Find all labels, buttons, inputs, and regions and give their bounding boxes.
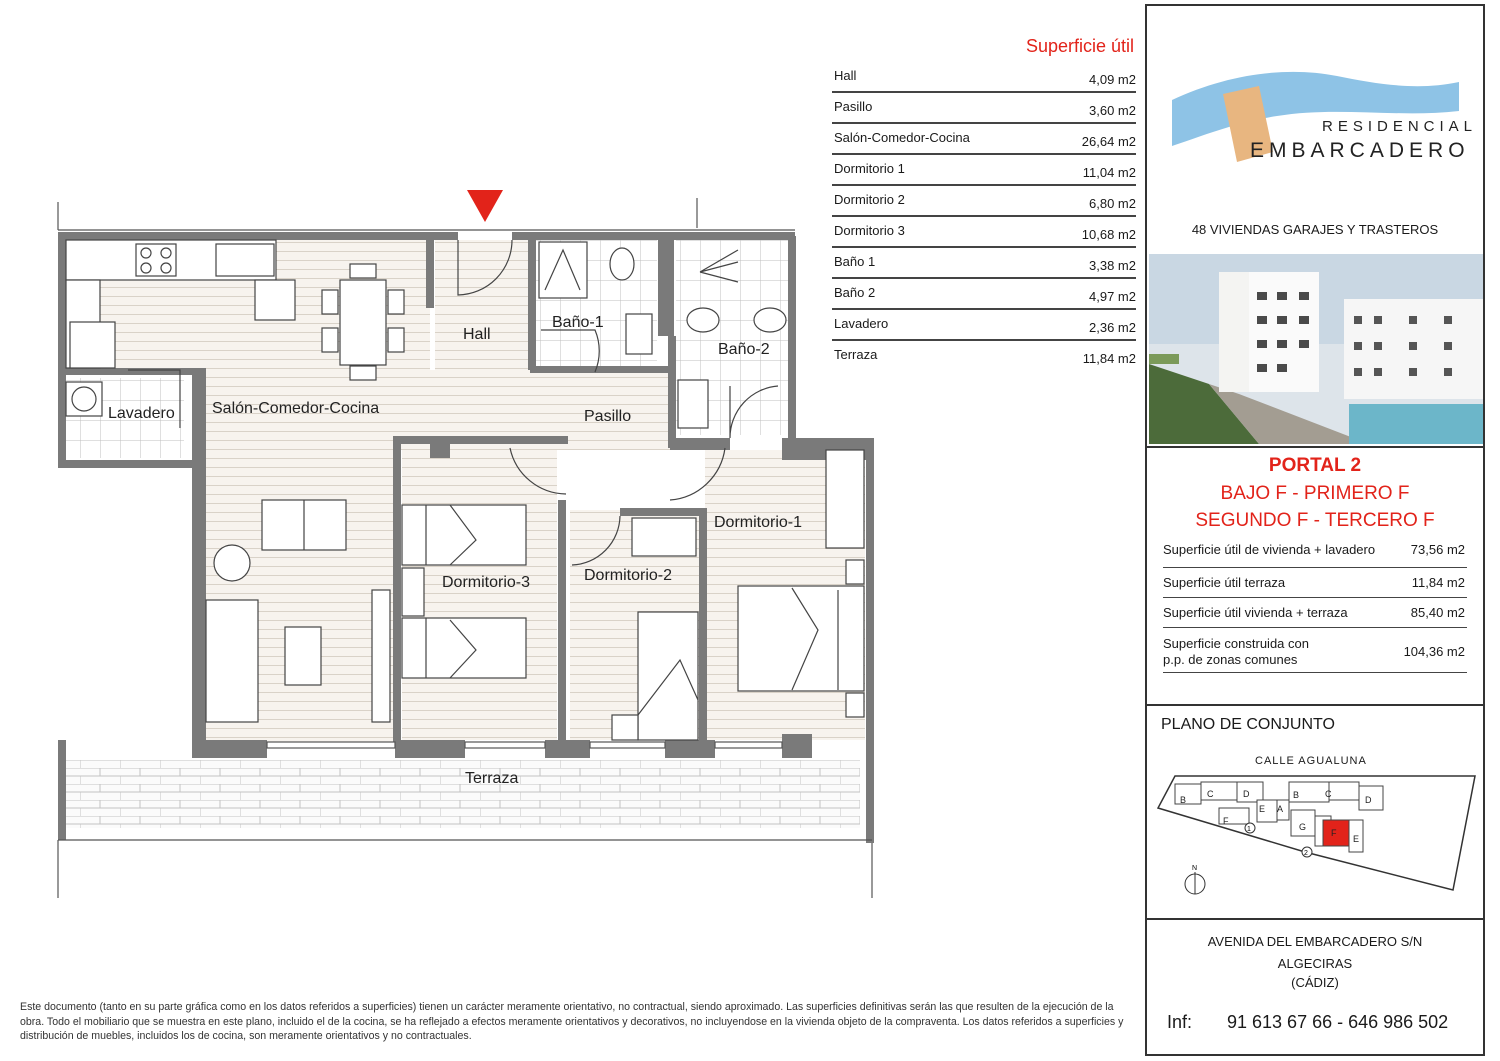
- surface-value: 2,36 m2: [1089, 320, 1136, 335]
- surface-row: [832, 155, 1136, 186]
- surface-row: [832, 186, 1136, 217]
- surface-value: 3,38 m2: [1089, 258, 1136, 273]
- surface-value: 4,09 m2: [1089, 72, 1136, 87]
- portal-surface-value: 85,40 m2: [1410, 605, 1465, 620]
- plan-marker-1: 1: [1247, 826, 1251, 833]
- panel-divider: [1147, 918, 1483, 920]
- surface-row: [832, 310, 1136, 341]
- portal-surface-row: [1163, 538, 1467, 568]
- portal-surface-value: 104,36 m2: [1403, 644, 1465, 659]
- site-plan-title: PLANO DE CONJUNTO: [1161, 716, 1335, 733]
- plan-letter: C: [1325, 789, 1332, 799]
- plan-letter: E: [1353, 834, 1360, 844]
- portal-surface-value: 73,56 m2: [1410, 542, 1465, 557]
- portal-surface-name: Superficie útil vivienda + terraza: [1163, 605, 1348, 620]
- plan-letter: D: [1365, 795, 1372, 805]
- panel-divider: [1147, 446, 1483, 448]
- surface-name: Salón-Comedor-Cocina: [834, 130, 970, 145]
- surface-name: Terraza: [834, 347, 878, 362]
- address-line-3: (CÁDIZ): [1291, 975, 1339, 990]
- panel-divider: [1147, 704, 1483, 706]
- portal-surface-row: [1163, 598, 1467, 628]
- surface-name: Baño 1: [834, 254, 876, 269]
- surface-name: Dormitorio 3: [834, 223, 905, 238]
- portal-floors-1: BAJO F - PRIMERO F: [1220, 483, 1410, 504]
- surface-value: 3,60 m2: [1089, 103, 1136, 118]
- portal-title: PORTAL 2: [1268, 455, 1362, 476]
- contact-label: Inf:: [1167, 1012, 1193, 1032]
- room-label-dorm3: Dormitorio-3: [442, 574, 531, 591]
- address-line-2: ALGECIRAS: [1277, 956, 1353, 971]
- room-label-hall: Hall: [463, 326, 491, 343]
- surface-row: [832, 62, 1136, 93]
- plan-letter: F: [1223, 816, 1229, 826]
- surface-value: 4,97 m2: [1089, 289, 1136, 304]
- surface-value: 11,04 m2: [1082, 165, 1136, 180]
- surface-row: [832, 248, 1136, 279]
- surface-name: Pasillo: [834, 99, 873, 114]
- plan-letter: A: [1277, 804, 1284, 814]
- room-label-salon: Salón-Comedor-Cocina: [212, 400, 380, 417]
- site-plan-street: CALLE AGUALUNA: [1255, 755, 1367, 767]
- contact-phones[interactable]: 91 613 67 66 - 646 986 502: [1227, 1012, 1449, 1032]
- portal-surface-name: Superficie útil terraza: [1163, 575, 1286, 590]
- surface-value: 10,68 m2: [1081, 227, 1136, 242]
- portal-surface-name: Superficie construida con: [1163, 636, 1309, 651]
- surface-row: [832, 93, 1136, 124]
- svg-text:N: N: [1192, 865, 1198, 872]
- surface-name: Dormitorio 2: [834, 192, 905, 207]
- plan-letter: D: [1243, 789, 1250, 799]
- portal-surface-name-2: p.p. de zonas comunes: [1163, 652, 1298, 667]
- surface-row: [832, 279, 1136, 310]
- surface-value: 11,84 m2: [1082, 351, 1136, 366]
- plan-letter: C: [1207, 789, 1214, 799]
- portal-surface-table: [1163, 538, 1467, 673]
- plan-letter: B: [1293, 790, 1300, 800]
- plan-letter: E: [1259, 804, 1266, 814]
- room-label-bano1: Baño-1: [552, 314, 604, 331]
- room-label-dorm1: Dormitorio-1: [714, 514, 803, 531]
- surface-table: [832, 62, 1136, 370]
- portal-surface-row: [1163, 568, 1467, 598]
- building-photo: [1149, 254, 1483, 444]
- room-label-bano2: Baño-2: [718, 341, 770, 358]
- brand-line-1: RESIDENCIAL: [1322, 118, 1478, 135]
- surface-row: [832, 341, 1136, 370]
- surface-name: Hall: [834, 68, 857, 83]
- site-plan: [1153, 772, 1483, 902]
- room-label-pasillo: Pasillo: [584, 408, 632, 425]
- room-label-lavadero: Lavadero: [108, 405, 175, 422]
- surface-name: Dormitorio 1: [834, 161, 905, 176]
- room-label-terraza: Terraza: [465, 770, 519, 787]
- surface-row: [832, 124, 1136, 155]
- portal-surface-name: Superficie útil de vivienda + lavadero: [1163, 542, 1376, 557]
- plan-letter: B: [1180, 795, 1187, 805]
- surface-name: Lavadero: [834, 316, 889, 331]
- plan-letter: F: [1331, 828, 1337, 838]
- north-arrow-icon: [1185, 865, 1205, 894]
- address-line-1: AVENIDA DEL EMBARCADERO S/N: [1207, 934, 1423, 949]
- portal-surface-value: 11,84 m2: [1411, 575, 1465, 590]
- plan-letter: G: [1299, 822, 1307, 832]
- surface-value: 26,64 m2: [1081, 134, 1136, 149]
- brand-line-2: EMBARCADERO: [1250, 139, 1470, 162]
- disclaimer-text: Este documento (tanto en su parte gráfica como en los datos referidos a superficies) tienen un carácter meramente orientativo, no contractual, siendo aproximado. Las superficies definitivas serán las que resulten de la ejecución de la obra. Todo el mobiliario que se muestra en este plano, incluido el de la cocina, se ha reflejado a efectos meramente orientativos y decorativos, no incluyendose en la vivienda objeto de la compraventa. Los datos referidos a superficies y distribución de muebles, incluidos los de cocina, son meramente orientativos y no contractuales.: [20, 1001, 1124, 1043]
- plan-marker-2: 2: [1304, 850, 1308, 857]
- brand-subtitle: 48 VIVIENDAS GARAJES Y TRASTEROS: [1191, 222, 1439, 237]
- entrance-arrow-icon: [467, 190, 503, 222]
- surface-value: 6,80 m2: [1089, 196, 1136, 211]
- surface-title: Superficie útil: [1025, 36, 1134, 56]
- washing-machine: [66, 382, 102, 416]
- surface-row: [832, 217, 1136, 248]
- info-panel: [1145, 4, 1485, 1056]
- portal-surface-row: [1163, 628, 1467, 673]
- portal-floors-2: SEGUNDO F - TERCERO F: [1195, 510, 1435, 531]
- room-label-dorm2: Dormitorio-2: [584, 567, 673, 584]
- surface-name: Baño 2: [834, 285, 876, 300]
